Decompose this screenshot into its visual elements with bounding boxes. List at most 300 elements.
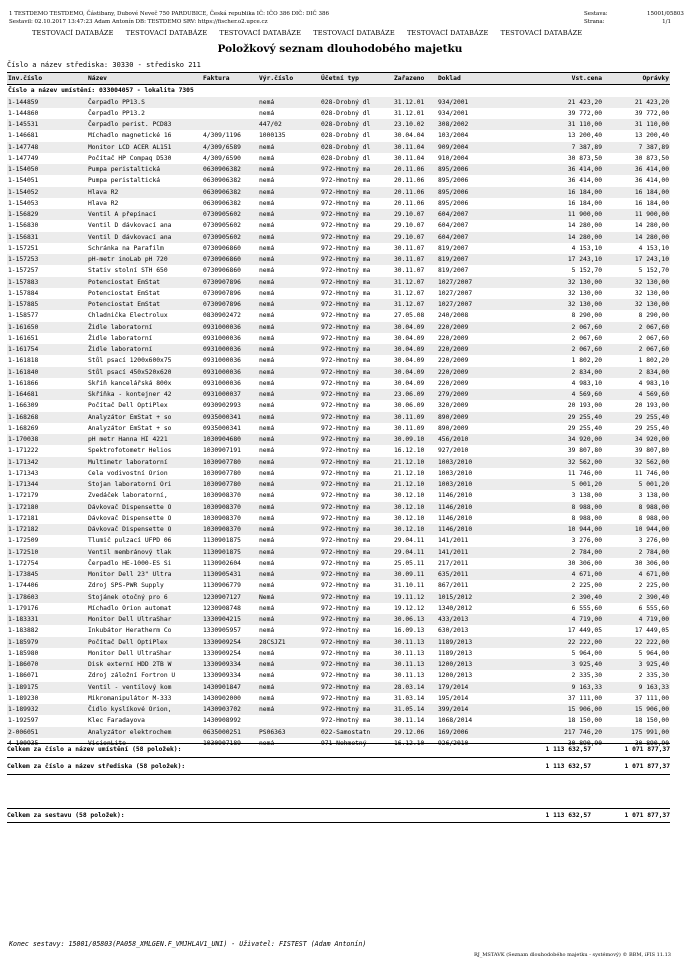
- cell-nazev: Čerpadlo PP13.S: [87, 97, 202, 108]
- cell-ucetni-typ: 028-Drobný dl: [320, 108, 393, 119]
- table-row: [7, 580, 670, 591]
- cell-doklad: 195/2014: [437, 693, 499, 704]
- table-row: [7, 277, 670, 288]
- cell-vst-cena: 1 802,20: [499, 355, 603, 366]
- cell-nazev: Dávkovač Dispensette O: [87, 524, 202, 535]
- cell-doklad: 141/2011: [437, 535, 499, 546]
- cell-doklad: 103/2004: [437, 130, 499, 141]
- table-row: [7, 367, 670, 378]
- cell-inv-cislo: 1-161818: [7, 355, 87, 366]
- cell-doklad: 867/2011: [437, 580, 499, 591]
- cell-opravky: 8 988,00: [603, 502, 670, 513]
- cell-doklad: 240/2008: [437, 310, 499, 321]
- cell-vst-cena: 30 890,90: [499, 738, 603, 749]
- cell-ucetni-typ: 972-Hmotný ma: [320, 175, 393, 186]
- cell-vst-cena: 14 280,00: [499, 220, 603, 231]
- table-row: [7, 378, 670, 389]
- cell-zarazeno: 16.09.13: [393, 625, 437, 636]
- location-total-row: [7, 744, 670, 755]
- cell-vst-cena: 4 983,10: [499, 378, 603, 389]
- cell-faktura: 0931000036: [202, 378, 258, 389]
- cell-faktura: 0830902472: [202, 310, 258, 321]
- cell-vyr-cislo: nemá: [258, 344, 320, 355]
- cell-inv-cislo: 1-172510: [7, 547, 87, 558]
- cell-inv-cislo: 1-172180: [7, 502, 87, 513]
- cell-vst-cena: 217 746,20: [499, 727, 603, 738]
- cost-center-total-label: Celkem za číslo a název střediska (58 položek):: [7, 763, 186, 770]
- cell-inv-cislo: 1-172181: [7, 513, 87, 524]
- cell-opravky: 31 110,00: [603, 119, 670, 130]
- cell-inv-cislo: 1-156829: [7, 209, 87, 220]
- cell-opravky: 5 001,20: [603, 479, 670, 490]
- cell-inv-cislo: 1-157257: [7, 265, 87, 276]
- cell-doklad: 819/2007: [437, 254, 499, 265]
- cell-opravky: 16 184,00: [603, 187, 670, 198]
- cell-faktura: 1430902000: [202, 693, 258, 704]
- cell-vst-cena: 5 001,20: [499, 479, 603, 490]
- cell-doklad: 635/2011: [437, 569, 499, 580]
- cell-nazev: Počítač Dell OptiPlex: [87, 400, 202, 411]
- cell-faktura: 1430901847: [202, 682, 258, 693]
- cell-vyr-cislo: nemá: [258, 693, 320, 704]
- cell-faktura: [202, 97, 258, 108]
- cell-vst-cena: 5 152,70: [499, 265, 603, 276]
- cell-inv-cislo: 1-156830: [7, 220, 87, 231]
- table-row: [7, 164, 670, 175]
- cell-nazev: Klec Faradayova: [87, 715, 202, 726]
- cell-vst-cena: 3 138,00: [499, 490, 603, 501]
- col-zarazeno: Zařazeno: [393, 73, 437, 85]
- cell-vyr-cislo: nemá: [258, 682, 320, 693]
- cell-inv-cislo: 1-189230: [7, 693, 87, 704]
- cell-zarazeno: 30.11.14: [393, 715, 437, 726]
- table-row: [7, 468, 670, 479]
- cell-vst-cena: 34 920,00: [499, 434, 603, 445]
- cell-opravky: 8 290,00: [603, 310, 670, 321]
- cell-opravky: 4 671,00: [603, 569, 670, 580]
- cell-nazev: Zvedáček laboratorní,: [87, 490, 202, 501]
- cell-opravky: 1 802,20: [603, 355, 670, 366]
- cell-faktura: 0730907896: [202, 288, 258, 299]
- divider: [7, 774, 670, 775]
- cell-opravky: 8 988,00: [603, 513, 670, 524]
- cell-faktura: 0630906382: [202, 175, 258, 186]
- cell-ucetni-typ: 972-Hmotný ma: [320, 299, 393, 310]
- cell-nazev: Židle laboratorní: [87, 333, 202, 344]
- cell-nazev: Analyzátor elektrochem: [87, 727, 202, 738]
- cell-zarazeno: 30.11.09: [393, 423, 437, 434]
- cell-vst-cena: 3 276,00: [499, 535, 603, 546]
- author-line: Sestavil: 02.10.2017 13:47:23 Adam Antonín DB: TESTDEMO SRV: https://fischer.o2.upce.cz: [9, 19, 268, 25]
- cell-inv-cislo: 1-166309: [7, 400, 87, 411]
- cell-opravky: 175 991,00: [603, 727, 670, 738]
- cell-ucetni-typ: 972-Hmotný ma: [320, 535, 393, 546]
- cell-zarazeno: 30.11.07: [393, 243, 437, 254]
- cell-doklad: 890/2009: [437, 423, 499, 434]
- cell-opravky: 22 222,00: [603, 637, 670, 648]
- cell-vyr-cislo: nemá: [258, 265, 320, 276]
- cell-doklad: 819/2007: [437, 243, 499, 254]
- cell-ucetni-typ: 972-Hmotný ma: [320, 400, 393, 411]
- table-row: [7, 108, 670, 119]
- table-row: [7, 344, 670, 355]
- cell-opravky: 16 184,00: [603, 198, 670, 209]
- cell-ucetni-typ: 972-Hmotný ma: [320, 603, 393, 614]
- cell-nazev: Míchadlo Orion automat: [87, 603, 202, 614]
- cell-vst-cena: 4 719,00: [499, 614, 603, 625]
- cell-ucetni-typ: 972-Hmotný ma: [320, 389, 393, 400]
- cell-opravky: 9 163,33: [603, 682, 670, 693]
- cell-vyr-cislo: nemá: [258, 389, 320, 400]
- cell-zarazeno: 30.06.09: [393, 400, 437, 411]
- cell-nazev: Potenciostat EmStat: [87, 299, 202, 310]
- cell-vyr-cislo: nemá: [258, 468, 320, 479]
- cell-faktura: 1030907191: [202, 445, 258, 456]
- cell-zarazeno: 30.04.09: [393, 367, 437, 378]
- cell-zarazeno: 30.12.10: [393, 513, 437, 524]
- cell-doklad: 308/2002: [437, 119, 499, 130]
- cell-inv-cislo: 1-186071: [7, 670, 87, 681]
- cell-opravky: 4 569,60: [603, 389, 670, 400]
- cell-zarazeno: 21.12.10: [393, 479, 437, 490]
- cell-vyr-cislo: nemá: [258, 670, 320, 681]
- table-row: [7, 119, 670, 130]
- cell-inv-cislo: 1-189175: [7, 682, 87, 693]
- cell-vyr-cislo: nemá: [258, 175, 320, 186]
- cell-opravky: 11 746,00: [603, 468, 670, 479]
- cell-doklad: 1015/2012: [437, 592, 499, 603]
- table-row: [7, 299, 670, 310]
- cell-nazev: Pumpa peristaltická: [87, 175, 202, 186]
- cell-vyr-cislo: nemá: [258, 524, 320, 535]
- cell-vyr-cislo: nemá: [258, 333, 320, 344]
- cell-doklad: 220/2009: [437, 344, 499, 355]
- cell-nazev: Počítač HP Compaq D530: [87, 153, 202, 164]
- sestava-value: 15001/05803: [647, 11, 684, 17]
- cell-vst-cena: 13 200,40: [499, 130, 603, 141]
- cell-zarazeno: 31.12.07: [393, 277, 437, 288]
- cell-faktura: 1430908992: [202, 715, 258, 726]
- cell-vyr-cislo: [258, 715, 320, 726]
- cell-faktura: 1330909254: [202, 648, 258, 659]
- table-row: [7, 130, 670, 141]
- cell-inv-cislo: 1-158577: [7, 310, 87, 321]
- cell-ucetni-typ: 972-Hmotný ma: [320, 277, 393, 288]
- cell-doklad: 630/2013: [437, 625, 499, 636]
- cell-zarazeno: 23.06.09: [393, 389, 437, 400]
- cell-zarazeno: 30.11.04: [393, 153, 437, 164]
- cell-ucetni-typ: 971-Nehmotný: [320, 738, 393, 749]
- cell-opravky: 17 243,10: [603, 254, 670, 265]
- cell-zarazeno: 20.11.06: [393, 198, 437, 209]
- cell-nazev: Monitor Dell UltraShar: [87, 614, 202, 625]
- cell-nazev: VisionLite: [87, 738, 202, 749]
- cell-nazev: Čerpadlo HE-1000-ES Si: [87, 558, 202, 569]
- cell-zarazeno: 31.12.07: [393, 288, 437, 299]
- cell-zarazeno: 30.11.13: [393, 637, 437, 648]
- cell-opravky: 32 130,00: [603, 277, 670, 288]
- cell-opravky: 17 449,05: [603, 625, 670, 636]
- cell-nazev: pH-metr inoLab pH 720: [87, 254, 202, 265]
- cell-opravky: 32 130,00: [603, 299, 670, 310]
- table-row: [7, 254, 670, 265]
- cell-ucetni-typ: 022-Samostatn: [320, 727, 393, 738]
- cell-vst-cena: 2 225,00: [499, 580, 603, 591]
- col-ucetni-typ: Účetní typ: [320, 73, 393, 85]
- cell-vyr-cislo: nemá: [258, 547, 320, 558]
- cell-vst-cena: 15 906,00: [499, 704, 603, 715]
- cell-faktura: 1030908370: [202, 524, 258, 535]
- cell-faktura: 0931000037: [202, 389, 258, 400]
- cell-vyr-cislo: nemá: [258, 513, 320, 524]
- cell-vst-cena: 29 255,40: [499, 423, 603, 434]
- cell-vst-cena: 7 387,89: [499, 142, 603, 153]
- cell-vst-cena: 16 184,00: [499, 198, 603, 209]
- cell-ucetni-typ: 972-Hmotný ma: [320, 704, 393, 715]
- cell-vyr-cislo: nemá: [258, 704, 320, 715]
- cell-opravky: 29 255,40: [603, 412, 670, 423]
- cell-ucetni-typ: 972-Hmotný ma: [320, 265, 393, 276]
- cell-opravky: 2 335,30: [603, 670, 670, 681]
- report-total-opravky: 1 071 877,37: [624, 812, 670, 819]
- cell-inv-cislo: 1-144860: [7, 108, 87, 119]
- cell-zarazeno: 20.11.06: [393, 187, 437, 198]
- cell-inv-cislo: 1-189932: [7, 704, 87, 715]
- cell-ucetni-typ: 972-Hmotný ma: [320, 468, 393, 479]
- cell-doklad: 890/2009: [437, 412, 499, 423]
- cell-doklad: 910/2004: [437, 153, 499, 164]
- table-row: [7, 288, 670, 299]
- report-title: Položkový seznam dlouhodobého majetku: [217, 43, 463, 55]
- cell-vst-cena: 4 153,10: [499, 243, 603, 254]
- cell-doklad: 179/2014: [437, 682, 499, 693]
- cell-nazev: Ventil D dávkovací ana: [87, 232, 202, 243]
- cell-ucetni-typ: 972-Hmotný ma: [320, 490, 393, 501]
- cell-doklad: 1200/2013: [437, 659, 499, 670]
- cell-ucetni-typ: 028-Drobný dl: [320, 142, 393, 153]
- cell-nazev: pH metr Hanna HI 4221: [87, 434, 202, 445]
- cell-faktura: 4/309/6590: [202, 153, 258, 164]
- cell-inv-cislo: 1-154051: [7, 175, 87, 186]
- cell-zarazeno: 30.11.09: [393, 412, 437, 423]
- cell-doklad: 220/2009: [437, 355, 499, 366]
- cell-vst-cena: 4 671,00: [499, 569, 603, 580]
- cell-vst-cena: 30 306,00: [499, 558, 603, 569]
- cell-nazev: Stůl psací 1200x600x75: [87, 355, 202, 366]
- cell-vst-cena: 14 280,00: [499, 232, 603, 243]
- cell-ucetni-typ: 972-Hmotný ma: [320, 592, 393, 603]
- cell-doklad: 604/2007: [437, 232, 499, 243]
- col-vst-cena: Vst.cena: [499, 73, 603, 85]
- location-label: Číslo a název umístění: 033004057 - lokalita 7305: [8, 87, 194, 95]
- cell-opravky: 2 067,60: [603, 344, 670, 355]
- cell-nazev: Čerpadlo PP13.2: [87, 108, 202, 119]
- cell-inv-cislo: 1-157883: [7, 277, 87, 288]
- cell-faktura: 1130901875: [202, 547, 258, 558]
- cell-nazev: Stojánek otočný pro 6: [87, 592, 202, 603]
- cell-nazev: Dávkovač Dispensette O: [87, 513, 202, 524]
- cell-ucetni-typ: 028-Drobný dl: [320, 97, 393, 108]
- cell-nazev: Schránka na Parafilm: [87, 243, 202, 254]
- cell-vst-cena: 39 772,00: [499, 108, 603, 119]
- cell-doklad: 220/2009: [437, 367, 499, 378]
- cell-nazev: Židle laboratorní: [87, 322, 202, 333]
- cell-faktura: 0730906860: [202, 243, 258, 254]
- cell-nazev: Monitor Dell UltraShar: [87, 648, 202, 659]
- table-row: [7, 513, 670, 524]
- cell-faktura: 1030908370: [202, 490, 258, 501]
- report-total-label: Celkem za sestavu (58 položek):: [7, 812, 125, 819]
- cell-faktura: [202, 119, 258, 130]
- cell-nazev: Analyzátor EmStat + so: [87, 423, 202, 434]
- location-total-label: Celkem za číslo a název umístění (58 položek):: [7, 746, 182, 753]
- cell-doklad: 1027/2007: [437, 277, 499, 288]
- cell-opravky: 36 414,00: [603, 175, 670, 186]
- report-end-line: Konec sestavy: 15001/05803(PA058_XMLGEN.F_VMJHLAV1_UNI) - Uživatel: FISTEST (Adam Antonín): [9, 940, 367, 948]
- cell-zarazeno: 30.11.07: [393, 254, 437, 265]
- cell-zarazeno: 30.11.13: [393, 648, 437, 659]
- cell-zarazeno: 30.09.11: [393, 569, 437, 580]
- cell-zarazeno: 30.11.13: [393, 670, 437, 681]
- table-row: [7, 400, 670, 411]
- divider: [7, 808, 670, 809]
- cell-faktura: 0630906382: [202, 198, 258, 209]
- cell-opravky: 11 900,00: [603, 209, 670, 220]
- cell-faktura: 1030907780: [202, 457, 258, 468]
- cell-nazev: Dávkovač Dispensette O: [87, 502, 202, 513]
- cell-opravky: 34 920,00: [603, 434, 670, 445]
- cell-zarazeno: 30.11.07: [393, 265, 437, 276]
- cell-faktura: 0931000036: [202, 333, 258, 344]
- cell-vyr-cislo: nemá: [258, 445, 320, 456]
- cell-zarazeno: 21.12.10: [393, 468, 437, 479]
- cell-zarazeno: 19.11.12: [393, 592, 437, 603]
- cell-faktura: 1230907127: [202, 592, 258, 603]
- cell-ucetni-typ: 972-Hmotný ma: [320, 457, 393, 468]
- table-row: [7, 648, 670, 659]
- cell-opravky: 29 255,40: [603, 423, 670, 434]
- cell-opravky: 30 890,90: [603, 738, 670, 749]
- cell-nazev: Skříňka - kontejner 42: [87, 389, 202, 400]
- cell-nazev: Ventil A přepínací: [87, 209, 202, 220]
- table-row: [7, 310, 670, 321]
- cell-doklad: 1068/2014: [437, 715, 499, 726]
- cell-faktura: 1130906779: [202, 580, 258, 591]
- cell-vyr-cislo: nemá: [258, 603, 320, 614]
- cell-opravky: 21 423,20: [603, 97, 670, 108]
- table-row: [7, 682, 670, 693]
- cell-faktura: 4/309/1196: [202, 130, 258, 141]
- watermark-text: TESTOVACÍ DATABÁZE: [313, 29, 395, 37]
- cell-opravky: 30 873,50: [603, 153, 670, 164]
- cell-faktura: 1130902604: [202, 558, 258, 569]
- watermark-text: TESTOVACÍ DATABÁZE: [125, 29, 208, 37]
- cell-opravky: 14 280,00: [603, 232, 670, 243]
- cell-inv-cislo: 1-170038: [7, 434, 87, 445]
- cell-zarazeno: 20.11.06: [393, 175, 437, 186]
- table-row: [7, 243, 670, 254]
- cell-nazev: Ventil D dávkovací ana: [87, 220, 202, 231]
- cell-doklad: 604/2007: [437, 220, 499, 231]
- cell-inv-cislo: 1-156831: [7, 232, 87, 243]
- cell-vyr-cislo: nemá: [258, 97, 320, 108]
- cell-vst-cena: 8 988,00: [499, 502, 603, 513]
- cell-vst-cena: 2 784,00: [499, 547, 603, 558]
- cell-vyr-cislo: 447/02: [258, 119, 320, 130]
- cell-opravky: 14 280,00: [603, 220, 670, 231]
- cell-vyr-cislo: nemá: [258, 434, 320, 445]
- location-row: [7, 85, 670, 97]
- cell-faktura: 1030908370: [202, 513, 258, 524]
- cell-zarazeno: 29.10.07: [393, 209, 437, 220]
- table-row: [7, 220, 670, 231]
- cell-vst-cena: 31 110,00: [499, 119, 603, 130]
- cell-vst-cena: 30 873,50: [499, 153, 603, 164]
- cell-ucetni-typ: 972-Hmotný ma: [320, 288, 393, 299]
- table-row: [7, 209, 670, 220]
- cell-faktura: 0630906382: [202, 187, 258, 198]
- test-database-watermark: [32, 29, 652, 37]
- cell-faktura: 0931000036: [202, 355, 258, 366]
- table-row: [7, 614, 670, 625]
- cell-doklad: 1003/2010: [437, 457, 499, 468]
- cell-inv-cislo: 1-161866: [7, 378, 87, 389]
- table-row: [7, 524, 670, 535]
- cell-faktura: 0935000341: [202, 412, 258, 423]
- cell-faktura: 4/309/6589: [202, 142, 258, 153]
- cell-inv-cislo: 1-171342: [7, 457, 87, 468]
- cell-ucetni-typ: 972-Hmotný ma: [320, 355, 393, 366]
- cell-nazev: Inkubátor Heratherm Co: [87, 625, 202, 636]
- divider: [7, 822, 670, 823]
- cell-doklad: 1146/2010: [437, 524, 499, 535]
- cell-opravky: 3 276,00: [603, 535, 670, 546]
- col-faktura: Faktura: [202, 73, 258, 85]
- cell-vyr-cislo: nemá: [258, 277, 320, 288]
- cell-ucetni-typ: 972-Hmotný ma: [320, 693, 393, 704]
- cell-doklad: 1146/2010: [437, 502, 499, 513]
- table-row: [7, 322, 670, 333]
- cell-vyr-cislo: nemá: [258, 738, 320, 749]
- cell-faktura: 1330905957: [202, 625, 258, 636]
- cell-nazev: Analyzátor EmStat + so: [87, 412, 202, 423]
- cell-doklad: 927/2010: [437, 445, 499, 456]
- cell-doklad: 456/2010: [437, 434, 499, 445]
- cell-nazev: Stativ stolní STH 650: [87, 265, 202, 276]
- cell-faktura: 1030907189: [202, 738, 258, 749]
- cell-opravky: 4 983,10: [603, 378, 670, 389]
- table-row: [7, 175, 670, 186]
- cell-inv-cislo: 1-185979: [7, 637, 87, 648]
- cell-doklad: 169/2006: [437, 727, 499, 738]
- cell-faktura: 1330909334: [202, 670, 258, 681]
- cell-ucetni-typ: 972-Hmotný ma: [320, 232, 393, 243]
- table-row: [7, 547, 670, 558]
- cell-ucetni-typ: 972-Hmotný ma: [320, 682, 393, 693]
- table-row: [7, 423, 670, 434]
- table-row: [7, 187, 670, 198]
- report-total-cena: 1 113 632,57: [545, 812, 591, 819]
- cell-inv-cislo: 1-147749: [7, 153, 87, 164]
- cell-inv-cislo: 1-172179: [7, 490, 87, 501]
- cell-zarazeno: 23.10.02: [393, 119, 437, 130]
- cell-zarazeno: 30.12.10: [393, 490, 437, 501]
- cell-nazev: Čerpadlo perist. PCD83: [87, 119, 202, 130]
- cell-vst-cena: 36 414,00: [499, 175, 603, 186]
- cell-opravky: 3 925,40: [603, 659, 670, 670]
- cell-vyr-cislo: nemá: [258, 569, 320, 580]
- cell-nazev: Pumpa peristaltická: [87, 164, 202, 175]
